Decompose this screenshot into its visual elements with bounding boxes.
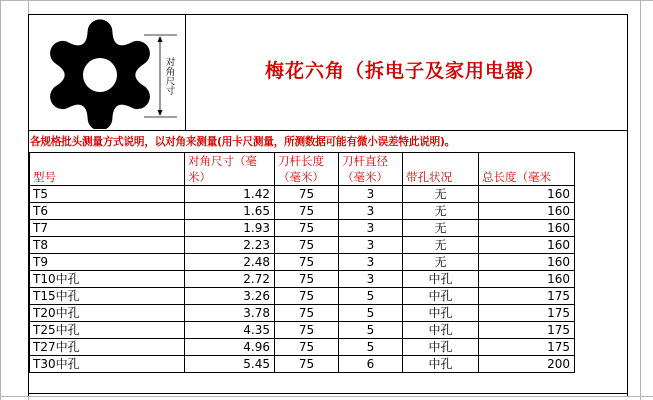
cell-blade-diameter: 5 xyxy=(339,305,403,322)
cell-hole: 中孔 xyxy=(403,271,479,288)
cell-blade-diameter: 3 xyxy=(339,203,403,220)
cell-blade-length: 75 xyxy=(275,271,339,288)
cell-blade-length: 75 xyxy=(275,237,339,254)
table-row xyxy=(30,254,575,271)
border xyxy=(28,130,628,131)
cell-total: 160 xyxy=(479,220,575,237)
col-blade-diameter-header: 刀杆直径 （毫米） xyxy=(339,153,403,186)
cell-blade-length: 75 xyxy=(275,305,339,322)
cell-model: T9 xyxy=(30,254,185,271)
cell-total: 160 xyxy=(479,186,575,203)
cell-total: 160 xyxy=(479,203,575,220)
cell-model: T7 xyxy=(30,220,185,237)
page-title: 梅花六角（拆电子及家用电器） xyxy=(264,60,545,82)
cell-hole: 无 xyxy=(403,237,479,254)
cell-blade-diameter: 3 xyxy=(339,237,403,254)
cell-hole: 中孔 xyxy=(403,305,479,322)
cell-blade-length: 75 xyxy=(275,203,339,220)
cell-blade-diameter: 5 xyxy=(339,322,403,339)
cell-diag: 4.35 xyxy=(185,322,275,339)
table-row xyxy=(30,271,575,288)
cell-blade-length: 75 xyxy=(275,339,339,356)
border xyxy=(627,14,628,396)
cell-blade-diameter: 3 xyxy=(339,254,403,271)
grid-line xyxy=(0,0,653,1)
cell-blade-diameter: 3 xyxy=(339,220,403,237)
diagonal-size-label: 对角尺寸 xyxy=(163,57,175,95)
cell-model: T15中孔 xyxy=(30,288,185,305)
col-total-header: 总长度（毫米 xyxy=(479,153,575,186)
cell-blade-diameter: 3 xyxy=(339,186,403,203)
cell-total: 160 xyxy=(479,237,575,254)
col-blade-length-header: 刀杆长度 （毫米） xyxy=(275,153,339,186)
grid-line xyxy=(0,0,1,400)
cell-blade-length: 75 xyxy=(275,322,339,339)
table-row xyxy=(30,288,575,305)
cell-hole: 中孔 xyxy=(403,356,479,373)
col-model-header: 型号 xyxy=(30,153,185,186)
cell-total: 175 xyxy=(479,322,575,339)
cell-blade-diameter: 3 xyxy=(339,271,403,288)
cell-blade-length: 75 xyxy=(275,186,339,203)
cell-total: 175 xyxy=(479,339,575,356)
cell-model: T10中孔 xyxy=(30,271,185,288)
cell-model: T8 xyxy=(30,237,185,254)
cell-total: 200 xyxy=(479,356,575,373)
cell-hole: 无 xyxy=(403,254,479,271)
grid-line xyxy=(0,396,653,397)
cell-blade-diameter: 6 xyxy=(339,356,403,373)
cell-hole: 中孔 xyxy=(403,339,479,356)
cell-hole: 无 xyxy=(403,220,479,237)
table-row xyxy=(30,322,575,339)
table-row xyxy=(30,356,575,373)
cell-diag: 5.45 xyxy=(185,356,275,373)
cell-diag: 1.93 xyxy=(185,220,275,237)
torx-diagram xyxy=(29,15,184,129)
spec-table xyxy=(29,152,575,373)
cell-total: 160 xyxy=(479,271,575,288)
cell-diag: 3.26 xyxy=(185,288,275,305)
cell-total: 175 xyxy=(479,288,575,305)
cell-model: T27中孔 xyxy=(30,339,185,356)
cell-blade-length: 75 xyxy=(275,220,339,237)
table-row xyxy=(30,339,575,356)
table-header-row xyxy=(30,153,575,186)
cell-model: T20中孔 xyxy=(30,305,185,322)
cell-hole: 中孔 xyxy=(403,322,479,339)
table-row xyxy=(30,186,575,203)
cell-diag: 1.42 xyxy=(185,186,275,203)
cell-model: T30中孔 xyxy=(30,356,185,373)
cell-hole: 中孔 xyxy=(403,288,479,305)
measurement-note: 各规格批头测量方式说明，以对角来测量(用卡尺测量，所测数据可能有微小误差特此说明)。 xyxy=(30,136,456,148)
border xyxy=(28,393,628,394)
cell-total: 160 xyxy=(479,254,575,271)
cell-blade-diameter: 5 xyxy=(339,288,403,305)
cell-hole: 无 xyxy=(403,203,479,220)
cell-blade-length: 75 xyxy=(275,356,339,373)
table-row xyxy=(30,305,575,322)
table-row xyxy=(30,237,575,254)
cell-model: T5 xyxy=(30,186,185,203)
cell-diag: 3.78 xyxy=(185,305,275,322)
cell-diag: 2.48 xyxy=(185,254,275,271)
cell-diag: 2.23 xyxy=(185,237,275,254)
cell-total: 175 xyxy=(479,305,575,322)
col-hole-header: 带孔状况 xyxy=(403,153,479,186)
cell-hole: 无 xyxy=(403,186,479,203)
cell-model: T6 xyxy=(30,203,185,220)
table-row xyxy=(30,203,575,220)
cell-model: T25中孔 xyxy=(30,322,185,339)
cell-blade-length: 75 xyxy=(275,254,339,271)
cell-diag: 4.96 xyxy=(185,339,275,356)
cell-diag: 1.65 xyxy=(185,203,275,220)
cell-blade-length: 75 xyxy=(275,288,339,305)
grid-line xyxy=(640,0,641,400)
cell-diag: 2.72 xyxy=(185,271,275,288)
cell-blade-diameter: 5 xyxy=(339,339,403,356)
table-row xyxy=(30,220,575,237)
col-diag-header: 对角尺寸（毫 米） xyxy=(185,153,275,186)
